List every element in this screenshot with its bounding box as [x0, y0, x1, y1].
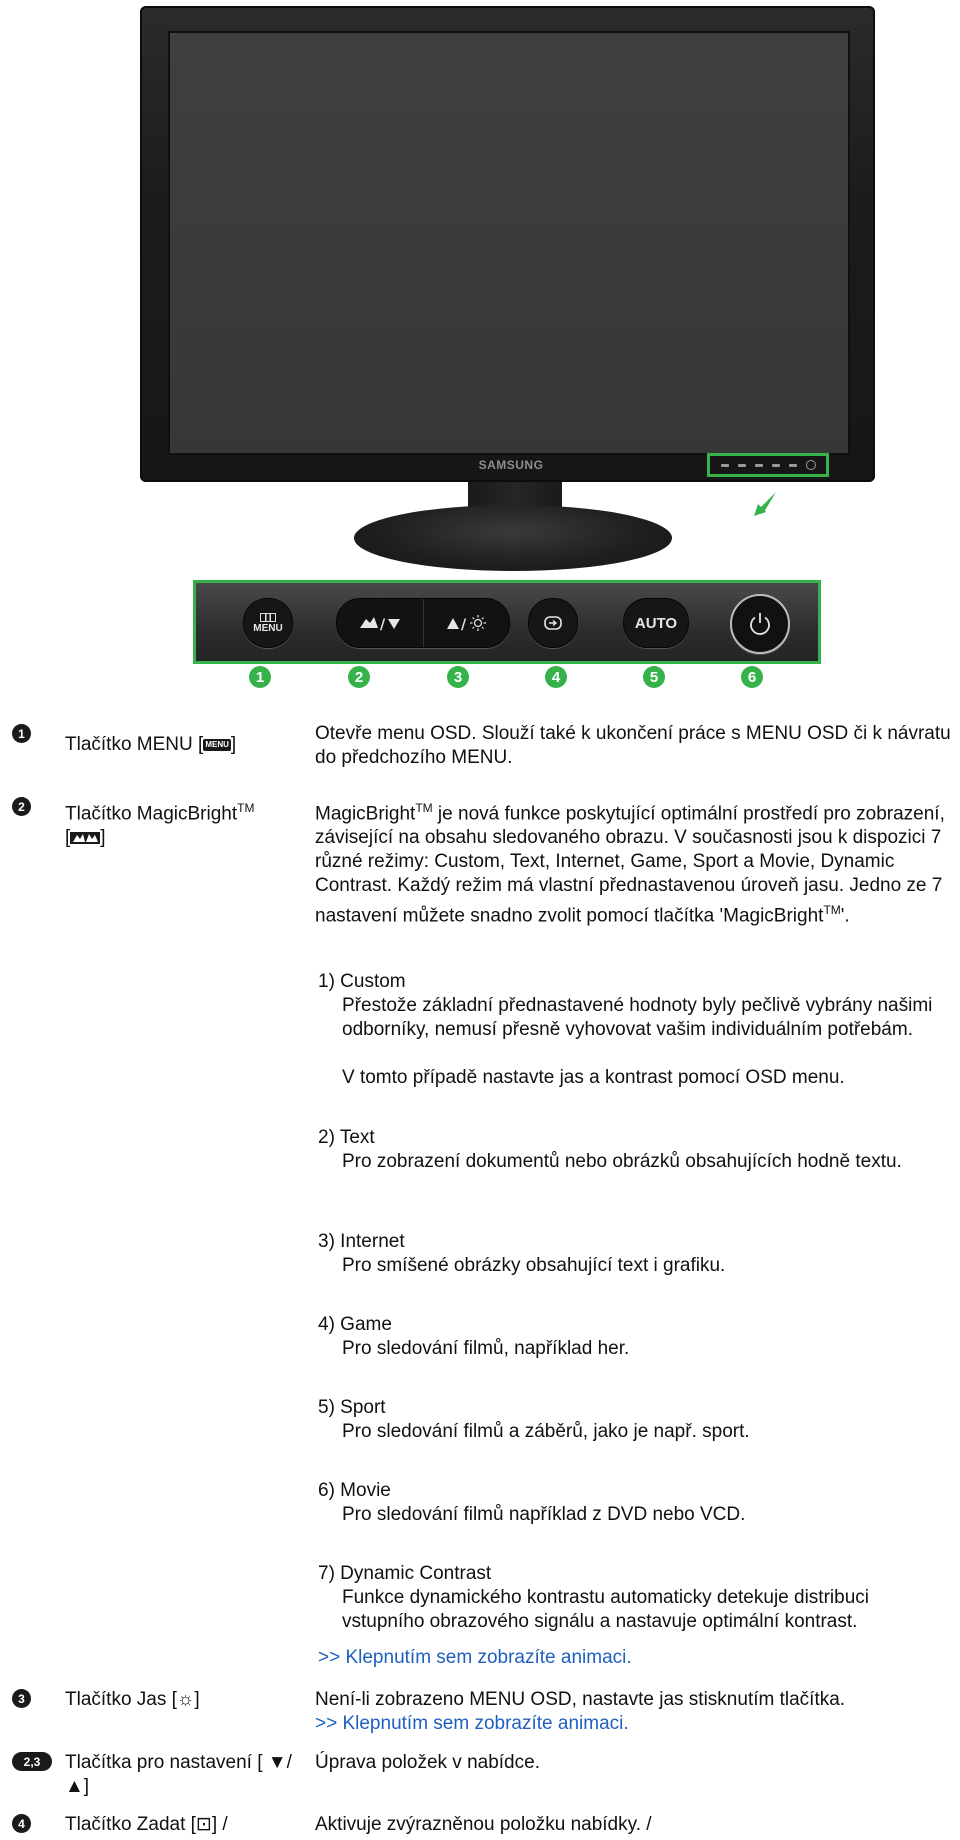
mode-title-custom: 1) Custom — [318, 971, 406, 992]
magicbright-down-icon — [358, 614, 402, 632]
item-desc-enter: Aktivuje zvýrazněnou položku nabídky. / — [315, 1814, 652, 1835]
mode-body-dynamic-contrast: Funkce dynamického kontrastu automaticky detekuje distribuci vstupního obrazového signálu a nastavuje optimální kontrast. — [342, 1587, 869, 1632]
item-badge: 2,3 — [12, 1752, 52, 1771]
desc-text: MagicBright — [315, 803, 416, 825]
menu-small-icon: MENU — [205, 739, 229, 749]
enter-source-button[interactable] — [528, 598, 578, 648]
item-label-enter: Tlačítko Zadat [⊡] / — [65, 1814, 228, 1835]
item-label-adjust: Tlačítka pro nastavení [ ▼/▲] — [65, 1752, 292, 1797]
item-badge: 4 — [12, 1814, 31, 1833]
auto-button[interactable]: AUTO — [623, 598, 689, 648]
item-label-text: ] — [100, 827, 106, 849]
item-label-text: Tlačítko MagicBright — [65, 803, 238, 825]
item-desc-brightness: Není-li zobrazeno MENU OSD, nastavte jas stisknutím tlačítka. — [315, 1689, 846, 1710]
monitor-screen — [168, 31, 850, 455]
item-label-text: [ — [65, 827, 71, 849]
menu-grid-icon — [260, 613, 276, 622]
mode-title-movie: 6) Movie — [318, 1480, 391, 1501]
callout-marker: 6 — [741, 666, 763, 688]
desc-text: '. — [840, 905, 850, 927]
mini-button-icon — [738, 464, 746, 467]
brightness-up-button[interactable] — [423, 599, 510, 647]
mode-body-sport: Pro sledování filmů a záběrů, jako je např. sport. — [342, 1421, 750, 1442]
mini-power-icon — [806, 460, 816, 470]
callout-marker: 5 — [643, 666, 665, 688]
item-desc-menu: Otevře menu OSD. Slouží také k ukončení práce s MENU OSD či k návratu do předchozího MENU. — [315, 723, 951, 768]
mode-body-game: Pro sledování filmů, například her. — [342, 1338, 630, 1359]
mode-body-movie: Pro sledování filmů například z DVD nebo VCD. — [342, 1504, 746, 1525]
control-button-strip — [193, 580, 821, 664]
brand-logo: SAMSUNG — [478, 458, 544, 472]
magicbright-icon — [70, 832, 100, 844]
callout-marker: 2 — [348, 666, 370, 688]
monitor-illustration — [140, 6, 875, 482]
mode-title-dynamic-contrast: 7) Dynamic Contrast — [318, 1563, 492, 1584]
power-button[interactable] — [730, 594, 790, 654]
desc-text: je nová funkce poskytující optimální prostředí pro zobrazení, závisející na obsahu sledovaného obrazu. V současnosti jsou k dispozici 7 různé režimy: Custom, Text, Internet, Game, Sport a Movie, Dynamic Contrast. Každý režim má vlastní přednastavenou úroveň jasu. Jedno ze 7 nastavení můžete snadno zvolit pomocí tlačítka 'MagicBright — [315, 803, 945, 927]
mode-title-internet: 3) Internet — [318, 1231, 405, 1252]
callout-marker: 4 — [545, 666, 567, 688]
mini-button-icon — [772, 464, 780, 467]
magicbright-down-button[interactable] — [337, 599, 423, 647]
magicbright-brightness-button-pair — [336, 598, 510, 648]
trademark-mark: TM — [823, 903, 841, 918]
trademark-mark: TM — [415, 801, 433, 815]
highlighted-control-panel — [707, 453, 829, 477]
monitor-base — [354, 505, 672, 571]
animation-link[interactable]: >> Klepnutím sem zobrazíte animaci. — [315, 1713, 629, 1734]
menu-button-label: MENU — [253, 622, 283, 634]
mode-title-text: 2) Text — [318, 1127, 375, 1148]
mode-title-sport: 5) Sport — [318, 1397, 386, 1418]
menu-button[interactable] — [243, 598, 293, 648]
item-label-text: ] — [230, 734, 237, 755]
animation-link[interactable]: >> Klepnutím sem zobrazíte animaci. — [318, 1647, 632, 1668]
item-desc-magicbright — [315, 796, 955, 929]
item-label-menu — [65, 733, 295, 757]
svg-text:/: / — [380, 617, 386, 632]
pointer-arrow-icon — [752, 490, 780, 518]
callout-marker: 1 — [249, 666, 271, 688]
mode-body-custom-2: V tomto případě nastavte jas a kontrast pomocí OSD menu. — [342, 1067, 845, 1088]
item-label-text: Tlačítko MENU [ — [65, 734, 204, 755]
item-label-magicbright — [65, 796, 295, 850]
svg-text:/: / — [461, 617, 467, 632]
brightness-up-icon — [445, 614, 489, 632]
enter-icon — [544, 616, 562, 630]
power-icon — [747, 611, 773, 637]
mode-body-text: Pro zobrazení dokumentů nebo obrázků obsahujících hodně textu. — [342, 1151, 902, 1172]
trademark-mark: TM — [237, 801, 255, 815]
mode-title-game: 4) Game — [318, 1314, 392, 1335]
mini-button-icon — [721, 464, 729, 467]
item-badge: 2 — [12, 797, 31, 816]
callout-marker: 3 — [447, 666, 469, 688]
item-badge: 3 — [12, 1689, 31, 1708]
mini-button-icon — [755, 464, 763, 467]
item-desc-adjust: Úprava položek v nabídce. — [315, 1752, 540, 1773]
item-label-brightness: Tlačítko Jas [☼] — [65, 1689, 200, 1710]
mini-button-icon — [789, 464, 797, 467]
mode-body-internet: Pro smíšené obrázky obsahující text i grafiku. — [342, 1255, 726, 1276]
mode-body-custom: Přestože základní přednastavené hodnoty byly pečlivě vybrány našimi odborníky, nemusí přesně vyhovovat vašim individuálním potřebám. — [342, 995, 933, 1040]
item-badge: 1 — [12, 724, 31, 743]
